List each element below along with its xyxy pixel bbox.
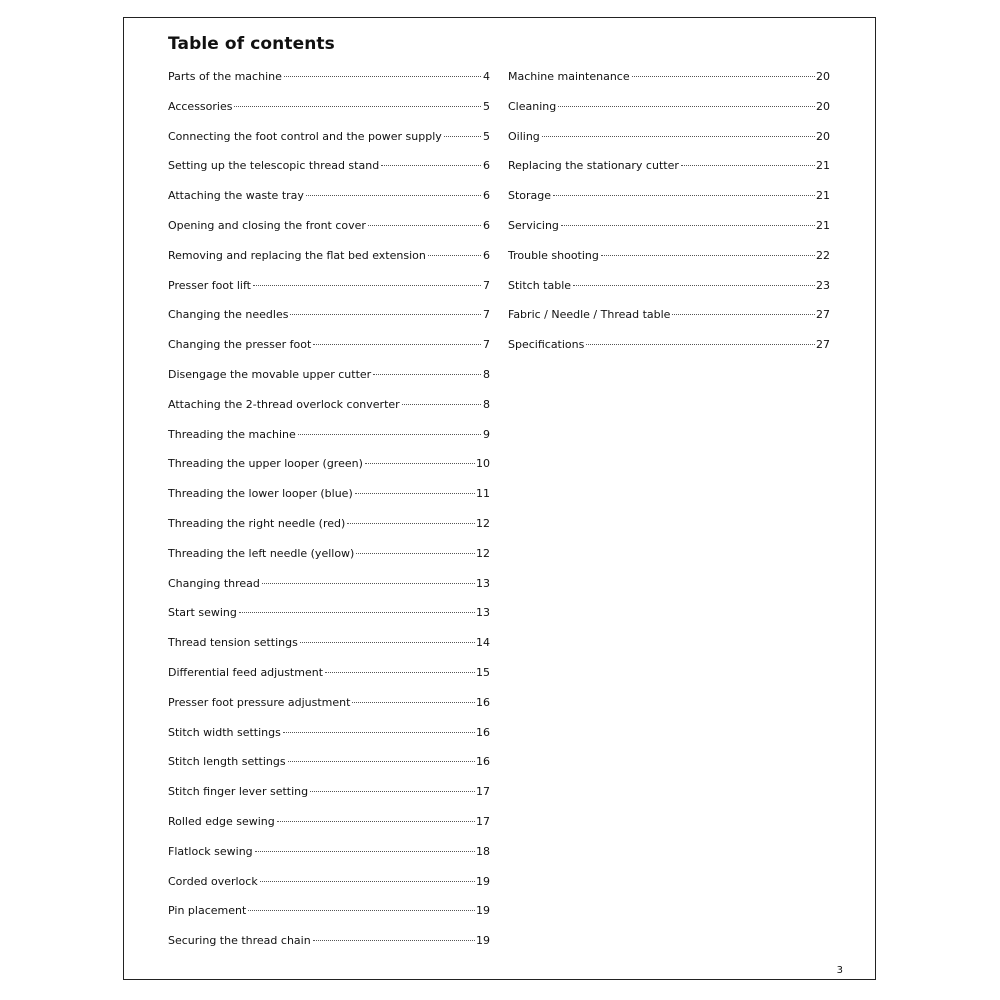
toc-entry[interactable] — [168, 845, 490, 875]
toc-entry[interactable] — [168, 875, 490, 905]
toc-entry-page: 8 — [483, 397, 490, 411]
toc-entry-title: Cleaning — [508, 99, 557, 113]
dot-leader — [284, 76, 481, 77]
toc-entry-title: Machine maintenance — [508, 70, 630, 83]
toc-entry[interactable] — [168, 457, 490, 487]
toc-entry-page: 22 — [816, 248, 830, 262]
dot-leader — [672, 314, 815, 315]
toc-entry-page: 19 — [476, 904, 490, 918]
toc-entry[interactable] — [168, 785, 490, 815]
dot-leader — [553, 195, 815, 196]
dot-leader — [277, 821, 475, 822]
toc-entry-page: 6 — [483, 218, 490, 232]
dot-leader — [347, 523, 475, 524]
toc-entry-page: 15 — [476, 665, 490, 679]
toc-entry-page: 21 — [816, 159, 830, 173]
toc-entry[interactable] — [168, 517, 490, 547]
toc-entry-title: Stitch length settings — [168, 755, 286, 769]
dot-leader — [561, 225, 815, 226]
toc-entry-title: Pin placement — [168, 904, 247, 918]
toc-entry[interactable] — [508, 219, 830, 249]
toc-entry-page: 7 — [483, 278, 490, 292]
toc-entry-title: Threading the machine — [168, 427, 296, 441]
toc-entry-title: Threading the lower looper (blue) — [168, 487, 353, 501]
dot-leader — [313, 344, 481, 345]
toc-entry-title: Threading the right needle (red) — [168, 516, 346, 530]
toc-entry[interactable] — [168, 696, 490, 726]
toc-entry[interactable] — [168, 547, 490, 577]
toc-entry-title: Servicing — [508, 218, 559, 232]
toc-entry[interactable] — [168, 726, 490, 756]
toc-entry-title: Opening and closing the front cover — [168, 218, 366, 232]
toc-entry-page: 13 — [476, 576, 490, 590]
toc-entry[interactable] — [168, 279, 490, 309]
dot-leader — [306, 195, 481, 196]
toc-entry-page: 7 — [483, 308, 490, 322]
dot-leader — [381, 165, 481, 166]
dot-leader — [601, 255, 815, 256]
toc-entry-page: 4 — [483, 70, 490, 83]
toc-entry[interactable] — [508, 159, 830, 189]
toc-entry-title: Threading the upper looper (green) — [168, 457, 363, 471]
dot-leader — [255, 851, 475, 852]
toc-entry-page: 23 — [816, 278, 830, 292]
dot-leader — [248, 910, 475, 911]
toc-entry[interactable] — [168, 577, 490, 607]
dot-leader — [234, 106, 481, 107]
toc-entry-page: 8 — [483, 367, 490, 381]
toc-entry-title: Parts of the machine — [168, 70, 282, 83]
dot-leader — [283, 732, 475, 733]
toc-entry-title: Fabric / Needle / Thread table — [508, 308, 671, 322]
toc-right-column — [508, 70, 830, 368]
dot-leader — [586, 344, 815, 345]
toc-entry-title: Start sewing — [168, 606, 237, 620]
dot-leader — [313, 940, 475, 941]
toc-entry[interactable] — [168, 249, 490, 279]
toc-entry-title: Presser foot pressure adjustment — [168, 695, 351, 709]
toc-entry-page: 18 — [476, 844, 490, 858]
toc-entry-title: Oiling — [508, 129, 540, 143]
toc-entry-page: 11 — [476, 487, 490, 501]
toc-entry-page: 20 — [816, 70, 830, 83]
dot-leader — [325, 672, 475, 673]
dot-leader — [262, 583, 475, 584]
toc-entry-page: 17 — [476, 814, 490, 828]
dot-leader — [573, 285, 815, 286]
dot-leader — [260, 881, 475, 882]
toc-entry-page: 19 — [476, 934, 490, 948]
toc-entry-title: Specifications — [508, 338, 585, 352]
toc-entry[interactable] — [168, 755, 490, 785]
document-page — [123, 17, 876, 980]
dot-leader — [444, 136, 481, 137]
dot-leader — [356, 553, 475, 554]
toc-entry-page: 16 — [476, 755, 490, 769]
toc-entry[interactable] — [508, 308, 830, 338]
toc-left-column — [168, 70, 490, 964]
toc-entry[interactable] — [168, 428, 490, 458]
toc-entry[interactable] — [168, 934, 490, 964]
toc-entry[interactable] — [168, 606, 490, 636]
toc-entry-title: Threading the left needle (yellow) — [168, 546, 355, 560]
toc-entry-page: 16 — [476, 725, 490, 739]
toc-entry-page: 19 — [476, 874, 490, 888]
toc-entry-title: Disengage the movable upper cutter — [168, 367, 372, 381]
dot-leader — [402, 404, 481, 405]
toc-entry-page: 17 — [476, 785, 490, 799]
toc-entry-title: Attaching the waste tray — [168, 189, 304, 203]
toc-entry-title: Storage — [508, 189, 552, 203]
dot-leader — [558, 106, 815, 107]
page-number: 3 — [836, 965, 843, 976]
toc-entry-title: Replacing the stationary cutter — [508, 159, 679, 173]
toc-entry-page: 16 — [476, 695, 490, 709]
dot-leader — [239, 612, 475, 613]
toc-entry[interactable] — [508, 70, 830, 100]
dot-leader — [365, 463, 475, 464]
toc-entry-title: Stitch finger lever setting — [168, 785, 309, 799]
toc-entry[interactable] — [168, 100, 490, 130]
toc-entry-page: 13 — [476, 606, 490, 620]
dot-leader — [253, 285, 481, 286]
toc-entry-page: 21 — [816, 189, 830, 203]
toc-entry-title: Attaching the 2-thread overlock converter — [168, 397, 400, 411]
dot-leader — [632, 76, 815, 77]
page-title: Table of contents — [168, 34, 335, 54]
toc-entry[interactable] — [508, 100, 830, 130]
toc-entry[interactable] — [508, 130, 830, 160]
toc-entry-page: 5 — [483, 99, 490, 113]
dot-leader — [368, 225, 481, 226]
toc-entry-title: Setting up the telescopic thread stand — [168, 159, 380, 173]
dot-leader — [352, 702, 475, 703]
toc-entry-page: 27 — [816, 308, 830, 322]
toc-entry-title: Changing the needles — [168, 308, 289, 322]
toc-entry[interactable] — [508, 189, 830, 219]
dot-leader — [355, 493, 475, 494]
toc-entry[interactable] — [508, 249, 830, 279]
dot-leader — [288, 761, 475, 762]
toc-entry-page: 20 — [816, 99, 830, 113]
toc-entry-page: 7 — [483, 338, 490, 352]
toc-entry[interactable] — [168, 189, 490, 219]
dot-leader — [310, 791, 475, 792]
toc-entry[interactable] — [168, 487, 490, 517]
dot-leader — [542, 136, 815, 137]
toc-entry-page: 12 — [476, 516, 490, 530]
toc-entry[interactable] — [168, 815, 490, 845]
toc-entry[interactable] — [168, 338, 490, 368]
dot-leader — [428, 255, 481, 256]
toc-entry-page: 6 — [483, 159, 490, 173]
toc-entry[interactable] — [168, 666, 490, 696]
toc-entry-title: Changing the presser foot — [168, 338, 312, 352]
toc-entry-title: Securing the thread chain — [168, 934, 311, 948]
toc-entry-title: Rolled edge sewing — [168, 814, 275, 828]
toc-entry-page: 6 — [483, 189, 490, 203]
toc-entry-title: Accessories — [168, 99, 233, 113]
toc-entry[interactable] — [168, 159, 490, 189]
toc-entry-title: Differential feed adjustment — [168, 665, 324, 679]
toc-entry-page: 27 — [816, 338, 830, 352]
toc-entry-page: 12 — [476, 546, 490, 560]
toc-entry-title: Flatlock sewing — [168, 844, 253, 858]
toc-entry[interactable] — [168, 636, 490, 666]
toc-entry[interactable] — [168, 219, 490, 249]
toc-entry[interactable] — [168, 368, 490, 398]
toc-entry-page: 9 — [483, 427, 490, 441]
toc-entry-page: 14 — [476, 636, 490, 650]
toc-entry-page: 21 — [816, 218, 830, 232]
toc-entry[interactable] — [168, 308, 490, 338]
toc-entry[interactable] — [508, 279, 830, 309]
toc-entry[interactable] — [168, 398, 490, 428]
toc-entry[interactable] — [168, 904, 490, 934]
dot-leader — [681, 165, 815, 166]
toc-entry-title: Thread tension settings — [168, 636, 298, 650]
toc-entry-page: 5 — [483, 129, 490, 143]
toc-entry-title: Connecting the foot control and the power supply — [168, 129, 442, 143]
toc-entry-page: 20 — [816, 129, 830, 143]
toc-entry-title: Stitch table — [508, 278, 572, 292]
toc-entry-title: Trouble shooting — [508, 248, 599, 262]
toc-entry[interactable] — [508, 338, 830, 368]
toc-entry[interactable] — [168, 130, 490, 160]
dot-leader — [373, 374, 481, 375]
toc-entry-page: 6 — [483, 248, 490, 262]
toc-entry-title: Corded overlock — [168, 874, 258, 888]
dot-leader — [298, 434, 481, 435]
toc-entry-page: 10 — [476, 457, 490, 471]
toc-entry-title: Removing and replacing the flat bed extension — [168, 248, 426, 262]
toc-entry[interactable] — [168, 70, 490, 100]
dot-leader — [300, 642, 475, 643]
toc-entry-title: Stitch width settings — [168, 725, 281, 739]
toc-entry-title: Changing thread — [168, 576, 260, 590]
toc-entry-title: Presser foot lift — [168, 278, 251, 292]
dot-leader — [290, 314, 481, 315]
